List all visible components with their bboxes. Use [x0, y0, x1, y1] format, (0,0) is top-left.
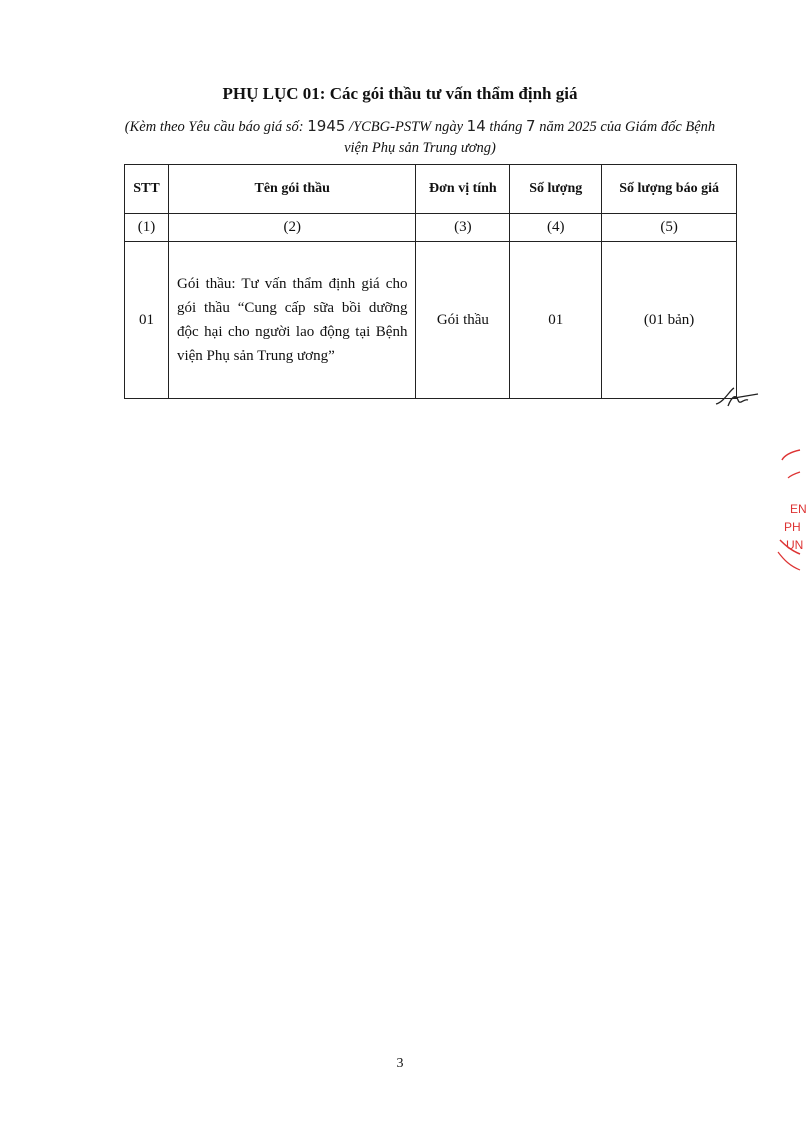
subtitle-part: tháng — [485, 119, 527, 135]
header-stt: STT — [125, 165, 169, 214]
table-row — [125, 242, 737, 399]
bid-package-table — [124, 164, 737, 399]
page-number: 3 — [396, 1056, 404, 1071]
red-stamp-fragment — [760, 440, 807, 585]
subtitle-part: /YCBG-PSTW ngày — [345, 119, 467, 135]
stamp-text: UN — [786, 538, 804, 552]
subtitle-part: (Kèm theo Yêu cầu báo giá số: — [124, 119, 308, 135]
document-title: PHỤ LỤC 01: Các gói thầu tư vấn thẩm định giá — [222, 84, 578, 103]
index-cell: (1) — [125, 214, 169, 242]
index-cell: (5) — [602, 214, 737, 242]
table-index-row — [125, 214, 737, 242]
table-header-row — [125, 165, 737, 214]
stamp-text: PH — [784, 520, 801, 534]
stamp-text: EN — [790, 502, 807, 516]
handwritten-number: 1945 — [307, 117, 346, 135]
header-unit: Đơn vị tính — [416, 165, 510, 214]
cell-stt: 01 — [125, 242, 169, 399]
subtitle-part: năm 2025 của Giám đốc Bệnh viện Phụ sản Trung ương) — [344, 119, 716, 156]
handwritten-month: 7 — [526, 117, 536, 135]
document-subtitle — [120, 116, 720, 159]
cell-unit: Gói thầu — [416, 242, 510, 399]
initials-signature — [714, 386, 762, 414]
handwritten-day: 14 — [466, 117, 486, 135]
header-quantity: Số lượng — [510, 165, 602, 214]
cell-quote-quantity: (01 bản) — [602, 242, 737, 399]
index-cell: (4) — [510, 214, 602, 242]
header-quote-quantity: Số lượng báo giá — [602, 165, 737, 214]
index-cell: (2) — [168, 214, 415, 242]
cell-quantity: 01 — [510, 242, 602, 399]
cell-package-name: Gói thầu: Tư vấn thẩm định giá cho gói thầu “Cung cấp sữa bồi dưỡng độc hại cho người lao động tại Bệnh viện Phụ sản Trung ương” — [168, 242, 415, 399]
header-package-name: Tên gói thầu — [168, 165, 415, 214]
index-cell: (3) — [416, 214, 510, 242]
